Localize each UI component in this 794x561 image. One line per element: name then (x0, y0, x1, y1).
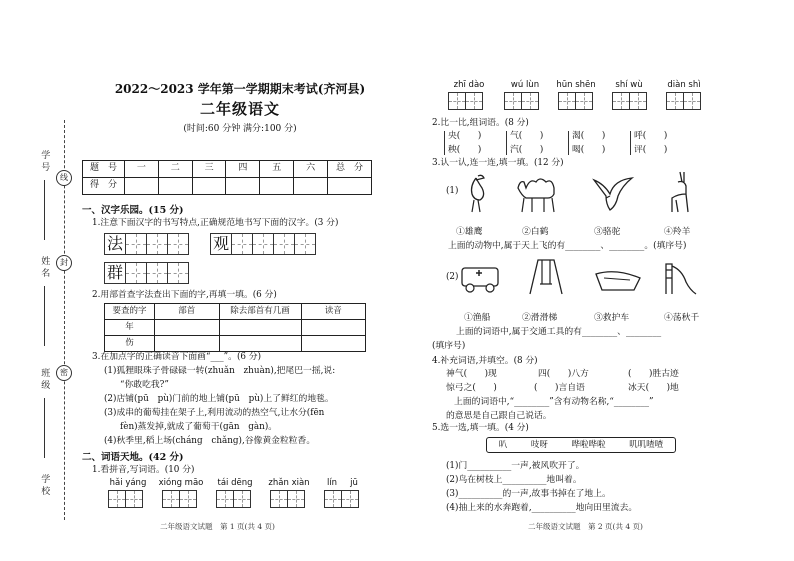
char-practice-fa (104, 233, 188, 255)
answer-cell[interactable] (324, 490, 342, 508)
seal-mark-mi: 密 (56, 365, 72, 381)
q3-item: (1)狐狸眼珠子骨碌碌一转(zhuǎn zhuàn),把尾巴一摇,说: (104, 366, 336, 376)
score-header: 六 (294, 161, 328, 178)
r-q5-prompt: 5.选一选,填一填。(4 分) (432, 423, 529, 433)
seal-mark-feng: 封 (56, 255, 72, 271)
q3-fill-2: 上面的词语中,属于交通工具的有________、________ (456, 327, 662, 337)
compare-word: 央( ) (448, 131, 482, 141)
crane-icon (458, 172, 492, 214)
lookup-char: 伤 (105, 336, 155, 352)
answer-cell[interactable] (465, 92, 483, 110)
q5-item: (3)__________的一声,故事书掉在了地上。 (446, 489, 611, 499)
answer-cell[interactable] (125, 490, 143, 508)
group2-label: (2) (446, 272, 459, 282)
q3-fill-2b: (填序号) (432, 341, 466, 351)
answer-cell[interactable] (108, 490, 126, 508)
compare-word: 评( ) (634, 145, 668, 155)
item-option: ②滑滑梯 (522, 313, 558, 323)
lookup-header: 除去部首有几画 (219, 304, 301, 320)
brace-lines (444, 131, 445, 155)
answer-cell[interactable] (629, 92, 647, 110)
pinyin-label: lín (326, 478, 338, 488)
brace-lines (568, 131, 569, 155)
q2-prompt: 2.用部首查字法查出下面的字,再填一填。(6 分) (92, 290, 277, 300)
idiom: ( )言自语 (534, 383, 585, 393)
writing-cell[interactable] (231, 233, 253, 255)
pinyin-label: tái dēng (217, 478, 253, 488)
score-header: 四 (226, 161, 260, 178)
page-footer-left: 二年级语文试题 第 1 页(共 4 页) (160, 522, 275, 531)
answer-cell[interactable] (287, 490, 305, 508)
class-label: 班 级 (39, 368, 50, 389)
char-practice-qun (104, 262, 188, 284)
answer-cell[interactable] (575, 92, 593, 110)
class-field[interactable] (44, 398, 45, 458)
subject-title: 二年级语文 (199, 100, 280, 118)
score-cell[interactable] (192, 178, 226, 195)
q3-item: “你敢吃我?” (120, 380, 169, 390)
pinyin-label: hǎi yáng (109, 478, 147, 488)
writing-cell[interactable] (294, 233, 316, 255)
compare-word: 呼( ) (634, 131, 668, 141)
answer-grid-shiwu (612, 92, 646, 110)
answer-cell[interactable] (683, 92, 701, 110)
brace-lines (630, 131, 631, 155)
lookup-cell[interactable] (219, 320, 301, 336)
pinyin-label: diàn shì (667, 80, 701, 90)
answer-cell[interactable] (612, 92, 630, 110)
answer-grid-wulun (504, 92, 538, 110)
q3-item: (3)成串的葡萄挂在架子上,利用流动的热空气,让水分(fēn (104, 408, 325, 418)
answer-grid-hunshen (558, 92, 592, 110)
animal-option: ②白鹤 (522, 227, 549, 237)
idiom: 神气( )现 (446, 369, 497, 379)
score-table (82, 160, 372, 195)
lookup-cell[interactable] (301, 320, 366, 336)
r-q4-prompt: 4.补充词语,并填空。(8 分) (432, 356, 538, 366)
writing-cell[interactable] (125, 262, 147, 284)
answer-cell[interactable] (504, 92, 522, 110)
writing-cell[interactable] (125, 233, 147, 255)
writing-cell[interactable] (252, 233, 274, 255)
q3-item: (2)店铺(pū pù)门前的地上铺(pū pù)上了鲜红的地毯。 (104, 394, 334, 404)
slide-icon (660, 256, 700, 296)
q4-prompt: 1.看拼音,写词语。(10 分) (92, 465, 195, 475)
score-header: 二 (158, 161, 192, 178)
swing-icon (526, 256, 566, 296)
name-field[interactable] (44, 286, 45, 346)
score-header: 五 (260, 161, 294, 178)
answer-cell[interactable] (162, 490, 180, 508)
item-option: ③救护车 (594, 313, 630, 323)
answer-cell[interactable] (341, 490, 359, 508)
lookup-header: 读音 (301, 304, 366, 320)
answer-grid-dianshi (666, 92, 700, 110)
ambulance-icon (458, 260, 504, 294)
idiom: 冰天( )地 (628, 383, 679, 393)
r-q2-prompt: 2.比一比,组词语。(8 分) (432, 118, 529, 128)
time-info: (时间:60 分钟 满分:100 分) (183, 124, 297, 134)
animal-option: ④羚羊 (664, 227, 691, 237)
section-2-heading: 二、词语天地。(42 分) (82, 452, 184, 463)
compare-word: 喝( ) (572, 145, 606, 155)
seal-mark-xian: 线 (56, 170, 72, 186)
score-cell[interactable] (294, 178, 328, 195)
lookup-cell[interactable] (155, 320, 220, 336)
model-char: 法 (104, 233, 126, 255)
word-bank-item: 吱呀 (530, 439, 548, 450)
antelope-icon (662, 170, 696, 214)
score-cell[interactable] (328, 178, 372, 195)
word-bank-item: 叭 (498, 439, 508, 450)
answer-cell[interactable] (233, 490, 251, 508)
score-row-label: 得 分 (83, 178, 125, 195)
word-bank (486, 437, 676, 453)
item-option: ①渔船 (464, 313, 491, 323)
writing-cell[interactable] (167, 233, 189, 255)
boat-icon (594, 260, 642, 294)
student-number-label: 学 号 (39, 150, 50, 171)
model-char: 观 (210, 233, 232, 255)
page-footer-right: 二年级语文试题 第 2 页(共 4 页) (528, 522, 643, 531)
score-cell[interactable] (158, 178, 192, 195)
q4-fill-2: 的意思是自己跟自己说话。 (446, 411, 552, 421)
q3-fill-1: 上面的动物中,属于天上飞的有________、________。(填序号) (448, 241, 687, 251)
word-bank-item: 哗啦哗啦 (571, 439, 606, 450)
idiom: ( )胜古迹 (628, 369, 679, 379)
score-header: 总 分 (328, 161, 372, 178)
q5-item: (1)门__________一声,被风吹开了。 (446, 461, 585, 471)
answer-cell[interactable] (270, 490, 288, 508)
q5-item: (2)鸟在树枝上__________地叫着。 (446, 475, 582, 485)
name-label: 姓 名 (39, 256, 50, 277)
item-option: ④荡秋千 (664, 313, 700, 323)
answer-cell[interactable] (521, 92, 539, 110)
writing-cell[interactable] (167, 262, 189, 284)
answer-cell[interactable] (216, 490, 234, 508)
q3-prompt: 3.在加点字的正确读音下面画“___”。(6 分) (92, 352, 261, 362)
q3-item: (4)秋季里,稻上场(cháng chǎng),谷像黄金粒粒香。 (104, 436, 316, 446)
lookup-header: 部首 (155, 304, 220, 320)
score-header: 题 号 (83, 161, 125, 178)
answer-grid-zhidao (448, 92, 482, 110)
pinyin-label: jū (350, 478, 358, 488)
score-header: 一 (125, 161, 159, 178)
brace-lines (506, 131, 507, 155)
animal-option: ③骆驼 (594, 227, 621, 237)
pinyin-label: xióng māo (158, 478, 204, 488)
pinyin-label: zhī dào (453, 80, 485, 90)
section-1-heading: 一、汉字乐园。(15 分) (82, 205, 184, 216)
q4-fill: 上面的词语中,“________”含有动物名称,“________” (454, 397, 654, 407)
answer-grid-taideng (216, 490, 250, 508)
answer-cell[interactable] (179, 490, 197, 508)
school-label: 学 校 (39, 474, 50, 495)
q1-prompt: 1.注意下面汉字的书写特点,正确规范地书写下面的汉字。(3 分) (92, 218, 339, 228)
camel-icon (512, 174, 562, 214)
idiom: 四( )八方 (538, 369, 589, 379)
lookup-cell[interactable] (155, 336, 220, 352)
compare-word: 汽( ) (510, 145, 544, 155)
model-char: 群 (104, 262, 126, 284)
lookup-char: 年 (105, 320, 155, 336)
answer-cell[interactable] (558, 92, 576, 110)
lookup-cell[interactable] (301, 336, 366, 352)
pinyin-label: hūn shēn (556, 80, 596, 90)
writing-cell[interactable] (146, 262, 168, 284)
q3-item: fèn)蒸发掉,就成了葡萄干(gān gàn)。 (120, 422, 278, 432)
lookup-cell[interactable] (219, 336, 301, 352)
char-practice-guan (210, 233, 315, 255)
student-number-field[interactable] (44, 180, 45, 240)
word-bank-item: 叽叽喳喳 (629, 439, 664, 450)
answer-grid-linju (324, 490, 358, 508)
answer-grid-xiongmao (162, 490, 196, 508)
score-cell[interactable] (125, 178, 159, 195)
group1-label: (1) (446, 186, 459, 196)
score-cell[interactable] (226, 178, 260, 195)
idiom: 惊弓之( ) (446, 383, 497, 393)
r-q3-prompt: 3.认一认,连一连,填一填。(12 分) (432, 158, 564, 168)
compare-word: 渴( ) (572, 131, 606, 141)
answer-grid-haiyang (108, 490, 142, 508)
q5-item: (4)抽上来的水奔跑着,__________地向田里流去。 (446, 503, 638, 513)
pinyin-label: zhǎn xiàn (268, 478, 310, 488)
animal-option: ①雄鹰 (456, 227, 483, 237)
answer-cell[interactable] (666, 92, 684, 110)
writing-cell[interactable] (273, 233, 295, 255)
pinyin-label: shí wù (615, 80, 643, 90)
exam-title: 2022～2023 学年第一学期期末考试(齐河县) (114, 82, 366, 96)
answer-grid-zhanxian (270, 490, 304, 508)
writing-cell[interactable] (146, 233, 168, 255)
compare-word: 气( ) (510, 131, 544, 141)
compare-word: 秧( ) (448, 145, 482, 155)
score-header: 三 (192, 161, 226, 178)
eagle-icon (590, 172, 636, 214)
score-cell[interactable] (260, 178, 294, 195)
radical-lookup-table (104, 303, 366, 352)
answer-cell[interactable] (448, 92, 466, 110)
pinyin-label: wú lùn (510, 80, 540, 90)
lookup-header: 要查的字 (105, 304, 155, 320)
